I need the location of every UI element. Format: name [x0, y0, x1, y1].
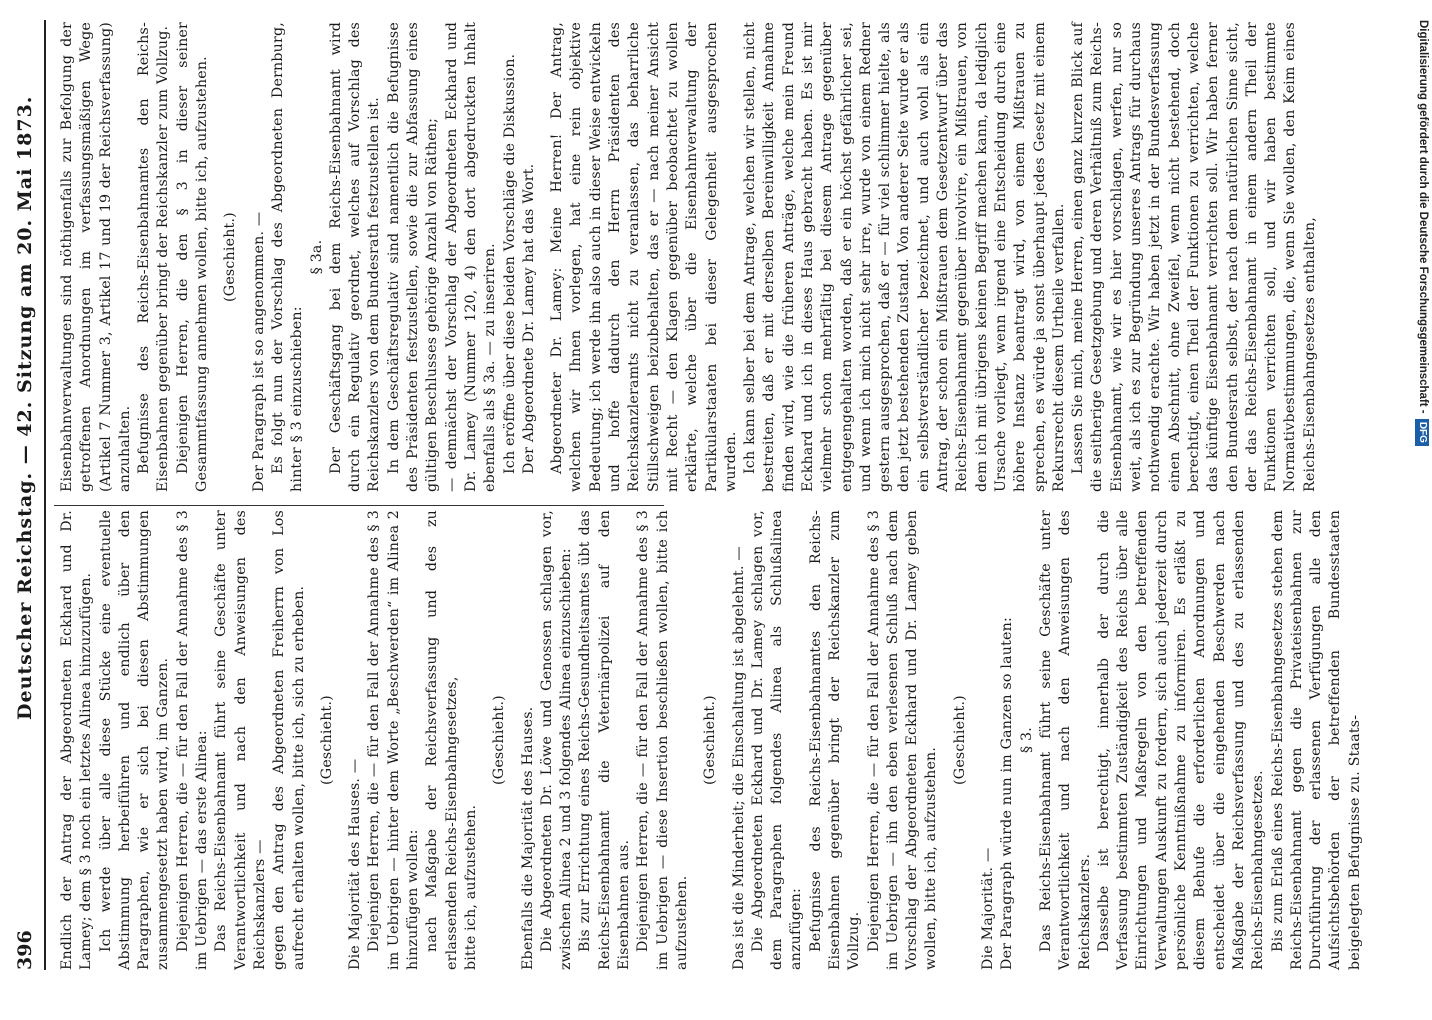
paragraph: Diejenigen Herren, die — für den Fall der Annahme des § 3 im Uebrigen — hinter dem Worte „Beschwerden“ im Alinea 2 hinzufügen wollen:: [366, 510, 422, 970]
page-header: [4, 20, 46, 970]
dfg-logo: DFG: [1415, 419, 1429, 446]
credit-text: Digitalisierung gefördert durch die Deutsche Forschungsgemeinschaft -: [1417, 20, 1429, 414]
quoted-text: Dasselbe ist berechtigt, innerhalb der durch die Verfassung bestimmten Zuständigkeit des Reichs über alle Einrichtungen und Maßregeln von den betreffenden Verwaltungen Auskunft zu fordern, sich auch jederzeit durch persönliche Kenntnißnahme zu informiren. Es erläßt zu diesem Behufe die erforderlichen Anordnungen und entscheidet über die eingehenden Beschwerden nach Maßgabe der Reichsverfassung und des zu erlassenden Reichs-Eisenbahngesetzes.: [1095, 510, 1267, 970]
paragraph: Die Majorität. —: [980, 847, 997, 970]
speech-paragraph: Abgeordneter Dr. Lamey: Meine Herren! Der Antrag, welchen wir Ihnen vorlegen, hat eine rein objektive Bedeutung; ich werde ihn also auch in dieser Weise entwickeln und hoffe dadurch den Herrn Präsidenten des Reichskanzleramts nicht zu veranlassen, das beharrliche Stillschweigen beizubehalten, das er — nach meiner Ansicht mit Recht — den Klagen gegenüber beobachtet zu wollen erklärte, welche über die Eisenbahnverwaltung der Partikularstaaten bei dieser Gelegenheit ausgesprochen wurden.: [549, 22, 739, 492]
paragraph: — demnächst der Vorschlag der Abgeordneten Eckhard und Dr. Lamey (Nummer 120, 4) den dort abgedruckten Inhalt ebenfalls als § 3a. — zu inseriren.: [443, 22, 499, 492]
page-title: Deutscher Reichstag. — 42. Sitzung am 20. Mai 1873.: [14, 95, 36, 720]
quoted-text: Eisenbahnverwaltungen sind nöthigenfalls zur Befolgung der getroffenen Anordnungen im verfassungsmäßigen Wege (Artikel 7 Nummer 3, Artikel 17 und 19 der Reichsverfassung) anzuhalten.: [59, 22, 133, 492]
paragraph: Ebenfalls die Majorität des Hauses.: [519, 706, 536, 970]
quoted-text: Der Geschäftsgang bei dem Reichs-Eisenbahnamt wird durch ein Regulativ geordnet, welches auf Vorschlag des Reichskanzlers von dem Bundesrath festzustellen ist.: [327, 22, 383, 492]
paragraph: bitte ich, aufzustehen.: [462, 804, 479, 970]
quoted-text: Befugnisse des Reichs-Eisenbahnamtes den Reichs-Eisenbahnen gegenüber bringt der Reichskanzler zum Vollzug.: [136, 22, 172, 492]
quoted-text: Das Reichs-Eisenbahnamt führt seine Geschäfte unter Verantwortlichkeit und nach den Anweisungen des Reichskanzlers —: [213, 510, 268, 970]
paragraph: Ich werde über alle diese Stücke eine eventuelle Abstimmung herbeiführen und endlich über den Paragraphen, wie er sich bei diesen Abstimmungen zusammengesetzt haben wird, im Ganzen.: [97, 510, 172, 970]
paragraph: Diejenigen Herren, die den § 3 in dieser seiner Gesammtfassung annehmen wollen, bitte ich, aufzustehen.: [174, 22, 211, 492]
paragraph: gegen den Antrag des Abgeordneten Freiherrn von Los aufrecht erhalten wollen, bitte ich, sich zu erheben.: [271, 510, 307, 970]
paragraph: Die Abgeordneten Eckhard und Dr. Lamey schlagen vor, dem Paragraphen folgendes Alinea als Schlußalinea anzufügen:: [749, 510, 805, 970]
speech-paragraph: Lassen Sie mich, meine Herren, einen ganz kurzen Blick auf die seitherige Gesetzgebung und deren Verhältniß zum Reichs-Eisenbahnamt, wie wir es hier vorschlagen, werfen, nur so weit, als ich es zur Begründung unseres Antrags für durchaus nothwendig erachte. Wir haben jetzt in der Bundesverfassung einen Abschnitt, ohne Zweifel, wenn nicht bestehend, doch berechtigt, einen Theil der Funktionen zu verrichten, welche das künftige Eisenbahnamt verrichten soll. Wir haben ferner den Bundesrath selbst, der nach dem natürlichen Sinne sicht, der das Reichs-Eisenbahnamt in einem andern Theil der Funktionen verrichten soll, und wir haben bestimmte Normativbestimmungen, die, wenn Sie wollen, den Keim eines Reichs-Eisenbahngesetzes enthalten,: [1070, 22, 1318, 492]
page-number: 396: [14, 930, 36, 970]
quoted-text: In dem Geschäftsregulativ sind namentlich die Befugnisse des Präsidenten festzustellen, sowie die zur Abfassung eines gültigen Beschlusses gehörige Anzahl von Räthen;: [385, 22, 441, 492]
stage-note: (Geschieht.): [491, 695, 508, 785]
quoted-text: Bis zur Errichtung eines Reichs-Gesundheitsamtes übt das Reichs-Eisenbahnamt die Veterinärpolizei auf den Eisenbahnen aus.: [577, 510, 633, 970]
paragraph: Der Paragraph ist so angenommen. —: [250, 211, 267, 492]
stage-note: (Geschieht.): [702, 695, 719, 785]
section-heading: § 3.: [1018, 727, 1035, 753]
paragraph: Endlich der Antrag der Abgeordneten Eckhard und Dr. Lamey; dem § 3 noch ein letztes Alinea hinzuzufügen.: [59, 510, 95, 970]
quoted-text: nach Maßgabe der Reichsverfassung und des zu erlassenden Reichs-Eisenbahngesetzes,: [424, 510, 460, 970]
left-column: [58, 510, 1365, 970]
quoted-text: Befugnisse des Reichs-Eisenbahnamtes den Reichs-Eisenbahnen gegenüber bringt der Reichskanzler zum Vollzug.: [807, 510, 863, 970]
paragraph: Diejenigen Herren, die — für den Fall der Annahme des § 3 im Uebrigen — ihn den eben verlesenen Schluß nach dem Vorschlag der Abgeordneten Eckhard und Dr. Lamey geben wollen, bitte ich, aufzustehen.: [865, 510, 940, 970]
stage-note: (Geschieht.): [951, 695, 968, 785]
paragraph: Die Majorität des Hauses. —: [347, 758, 364, 970]
section-heading: § 3a.: [308, 239, 325, 275]
paragraph: Der Abgeordnete Dr. Lamey hat das Wort.: [520, 163, 537, 474]
quoted-text: Das Reichs-Eisenbahnamt führt seine Geschäfte unter Verantwortlichkeit und nach den Anweisungen des Reichskanzlers.: [1037, 510, 1093, 970]
paragraph: Ich eröffne über diese beiden Vorschläge die Diskussion.: [501, 53, 518, 474]
speech-paragraph: Ich kann selber bei dem Antrage, welchen wir stellen, nicht bestreiten, daß er mit derselben Bereinwilligkeit Annahme finden wird, wie die früheren Anträge, welche mein Freund Eckhard und ich in dieses Haus gebracht haben. Es ist mir vielmehr schon mehrfältig bei diesem Antrage gegenüber entgegengehalten worden, daß er ein höchst gefährlicher sei, und wenn ich mich nicht sehr irre, wurde von einem Redner gestern ausgesprochen, daß er — für viel schlimmer hielte, als den jetzt bestehenden Zustand. Von anderer Seite wurde er als ein selbstverständlicher bezeichnet, und auch wohl als ein Antrag, der schon ein Mißtrauen dem Gesetzentwurf über das Reichs-Eisenbahnamt gegenüber involvire, ein Mißtrauen, von dem ich mit übrigens keinen Begriff machen kann, da lediglich Ursache vorliegt, wenn irgend eine Entscheidung durch eine höhere Instanz beantragt wird, von einem Mißtrauen zu sprechen, es würde ja sonst überhaupt jedes Gesetz mit einem Rekursrecht diesem Urtheile verfallen.: [742, 22, 1067, 492]
digitization-credit: [1413, 0, 1432, 1020]
paragraph: Es folgt nun der Vorschlag des Abgeordneten Dernburg, hinter § 3 einzuschieben:: [269, 22, 306, 492]
stage-note: (Geschieht.): [318, 695, 335, 785]
right-column: [58, 22, 1320, 492]
paragraph: Diejenigen Herren, die — für den Fall der Annahme des § 3 im Uebrigen — diese Insertion beschließen wollen, bitte ich aufzustehen.: [635, 510, 690, 970]
paragraph: Die Abgeordneten Dr. Löwe und Genossen schlagen vor, zwischen Alinea 2 und 3 folgendes Alinea einzuschieben:: [538, 510, 575, 970]
digitization-credit-bar: [1413, 0, 1432, 1000]
stage-note: (Geschieht.): [222, 212, 239, 302]
paragraph: Das ist die Minderheit; die Einschaltung ist abgelehnt. —: [730, 546, 747, 970]
paragraph: Diejenigen Herren, die — für den Fall der Annahme des § 3 im Uebrigen — das erste Alinea:: [174, 510, 211, 970]
paragraph: Der Paragraph würde nun im Ganzen so lauten:: [999, 617, 1016, 970]
column-divider: [54, 505, 664, 506]
quoted-text: Bis zum Erlaß eines Reichs-Eisenbahngesetzes stehen dem Reichs-Eisenbahnamt gegen die Privateisenbahnen zur Durchführung der erlassenen Verfügungen alle den Aufsichtsbehörden der betreffenden Bundesstaaten beigelegten Befugnisse zu. Staats-: [1269, 510, 1363, 970]
